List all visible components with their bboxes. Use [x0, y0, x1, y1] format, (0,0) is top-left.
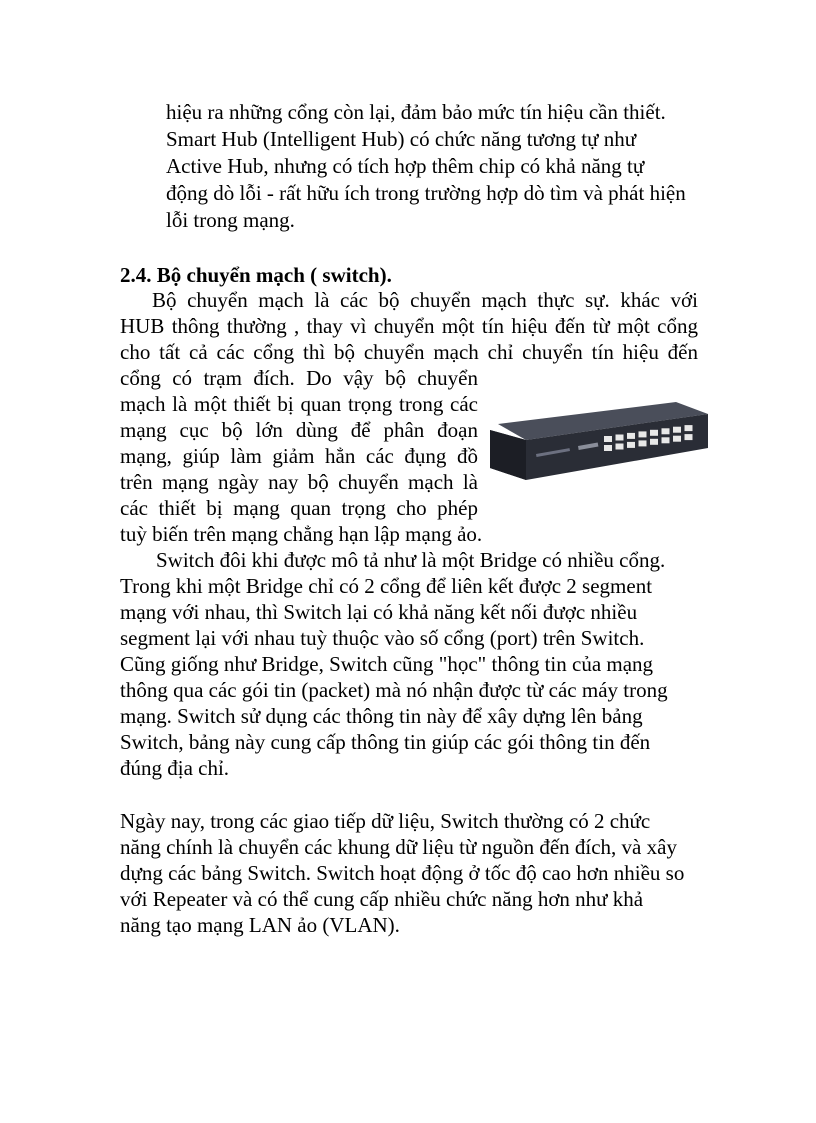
switch-port [627, 433, 635, 439]
functions-line-5: năng tạo mạng LAN ảo (VLAN). [120, 913, 400, 937]
switch-port [662, 437, 670, 443]
hub-line-2: Smart Hub (Intelligent Hub) có chức năng tương tự như [166, 127, 637, 151]
switch-port [604, 436, 612, 442]
bridge-line-3: mạng với nhau, thì Switch lại có khả năng kết nối được nhiều [120, 600, 638, 624]
switch-port [685, 434, 693, 440]
intro-wrap-line-7: tuỳ biến trên mạng chẳng hạn lập mạng ảo. [120, 522, 483, 546]
switch-left-side [490, 430, 526, 480]
switch-port [616, 435, 624, 441]
switch-port [604, 445, 612, 451]
hub-line-5: lỗi trong mạng. [166, 208, 295, 232]
bridge-line-9: đúng địa chỉ. [120, 756, 230, 780]
functions-line-2: năng chính là chuyển các khung dữ liệu từ nguồn đến đích, và xây [120, 835, 677, 859]
bridge-line-2: Trong khi một Bridge chỉ có 2 cổng để liên kết được 2 segment [120, 574, 653, 598]
functions-line-1: Ngày nay, trong các giao tiếp dữ liệu, Switch thường có 2 chức [120, 809, 651, 833]
network-switch-image [486, 396, 708, 508]
intro-wrap-line-2: mạch là một thiết bị quan trọng trong các [120, 392, 478, 416]
bridge-line-6: thông qua các gói tin (packet) mà nó nhận được từ các máy trong [120, 678, 668, 702]
functions-line-4: với Repeater và có thể cung cấp nhiều chức năng hơn như khả [120, 887, 644, 911]
switch-port [650, 439, 658, 445]
bridge-line-8: Switch, bảng này cung cấp thông tin giúp các gói thông tin đến [120, 730, 651, 754]
section-heading: 2.4. Bộ chuyển mạch ( switch). [120, 263, 392, 287]
switch-port [685, 425, 693, 431]
bridge-line-7: mạng. Switch sử dụng các thông tin này để xây dựng lên bảng [120, 704, 643, 728]
switch-port [616, 444, 624, 450]
switch-port [627, 442, 635, 448]
switch-port [673, 427, 681, 433]
intro-line-2: HUB thông thường , thay vì chuyển một tín hiệu đến từ một cổng [120, 314, 698, 338]
switch-port [639, 440, 647, 446]
bridge-line-1: Switch đôi khi được mô tả như là một Bridge có nhiều cổng. [156, 548, 666, 572]
intro-wrap-line-3: mạng cục bộ lớn dùng để phân đoạn [120, 418, 478, 442]
functions-line-3: dựng các bảng Switch. Switch hoạt động ở tốc độ cao hơn nhiều so [120, 861, 685, 885]
intro-wrap-line-6: các thiết bị mạng quan trọng cho phép [120, 496, 478, 520]
intro-wrap-line-4: mạng, giúp làm giảm hẳn các đụng đồ [120, 444, 478, 468]
intro-line-3: cho tất cả các cổng thì bộ chuyển mạch chỉ chuyển tín hiệu đến [120, 340, 698, 364]
hub-line-3: Active Hub, nhưng có tích hợp thêm chip có khả năng tự [166, 154, 645, 178]
hub-line-1: hiệu ra những cổng còn lại, đảm bảo mức tín hiệu cần thiết. [166, 100, 666, 124]
switch-port [650, 430, 658, 436]
switch-port [662, 428, 670, 434]
intro-wrap-line-1: cổng có trạm đích. Do vậy bộ chuyển [120, 366, 478, 390]
hub-line-4: động dò lỗi - rất hữu ích trong trường hợp dò tìm và phát hiện [166, 181, 686, 205]
bridge-line-4: segment lại với nhau tuỳ thuộc vào số cổng (port) trên Switch. [120, 626, 645, 650]
intro-line-1: Bộ chuyển mạch là các bộ chuyển mạch thực sự. khác với [152, 288, 698, 312]
switch-port [673, 436, 681, 442]
intro-wrap-line-5: trên mạng ngày nay bộ chuyển mạch là [120, 470, 478, 494]
bridge-line-5: Cũng giống như Bridge, Switch cũng "học" thông tin của mạng [120, 652, 654, 676]
switch-port [639, 431, 647, 437]
